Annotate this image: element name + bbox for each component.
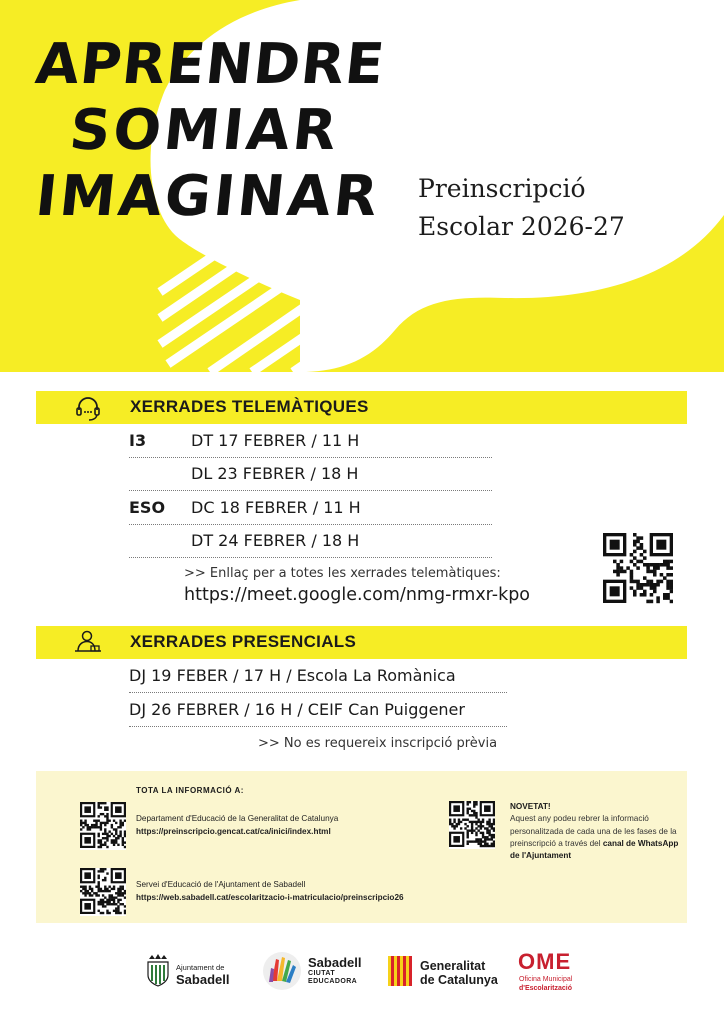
ajuntament-big-text: Sabadell — [176, 972, 230, 987]
section-header-telematiques — [36, 391, 687, 424]
headset-icon — [74, 394, 102, 422]
section-title-presencials: XERRADES PRESENCIALS — [130, 632, 357, 651]
title-line-aprendre: APRENDRE — [32, 32, 388, 97]
info-entry-gencat — [136, 812, 338, 838]
gencat-text-2: de Catalunya — [420, 973, 498, 987]
session-row — [129, 525, 492, 558]
colorful-hands-icon — [262, 951, 302, 991]
section-header-presencials — [36, 626, 687, 659]
novetat-title: NOVETAT! — [510, 802, 551, 811]
qr-code-gencat[interactable] — [80, 802, 126, 850]
session-datetime: DC 18 FEBRER / 11 H — [191, 498, 361, 517]
footer-logos — [0, 945, 724, 1005]
logo-generalitat — [388, 945, 498, 1001]
gencat-link[interactable]: https://preinscripcio.gencat.cat/ca/inici/index.html — [136, 827, 331, 836]
info-entry-sabadell — [136, 878, 404, 904]
subtitle-line-2: Escolar 2026-27 — [418, 212, 625, 241]
meet-link[interactable]: https://meet.google.com/nmg-rmxr-kpo — [184, 585, 531, 605]
title-line-imaginar: IMAGINAR — [32, 164, 384, 229]
qr-code-meet[interactable] — [603, 533, 673, 605]
link-note: >> Enllaç per a totes les xerrades telemàtiques: — [184, 566, 501, 581]
session-row — [129, 694, 507, 727]
campaign-title — [32, 32, 388, 230]
whatsapp-channel-link[interactable]: canal de WhatsApp de l'Ajuntament — [510, 838, 679, 861]
session-details: DJ 26 FEBRER / 16 H / CEIF Can Puiggener — [129, 700, 465, 719]
person-at-desk-icon — [74, 629, 102, 657]
gencat-text-1: Generalitat — [420, 959, 486, 973]
senyera-icon — [388, 956, 412, 986]
session-row — [129, 425, 492, 458]
session-row — [129, 492, 492, 525]
ciutat-big-text: Sabadell — [308, 955, 362, 970]
info-heading: TOTA LA INFORMACIÓ A: — [136, 786, 244, 795]
ome-big-text: OME — [518, 949, 572, 974]
session-datetime: DL 23 FEBRER / 18 H — [191, 464, 359, 483]
info-box — [36, 771, 687, 923]
logo-ome — [518, 945, 598, 1001]
session-row — [129, 458, 492, 491]
logo-ajuntament-sabadell — [146, 945, 246, 1001]
entry-label: Servei d'Educació de l'Ajuntament de Sabadell — [136, 880, 306, 889]
session-level: ESO — [129, 498, 166, 517]
ome-small-text-1: Oficina Municipal — [519, 976, 573, 983]
subtitle — [418, 170, 625, 246]
logo-ciutat-educadora — [262, 945, 372, 1001]
qr-code-whatsapp[interactable] — [449, 801, 495, 849]
novetat-block — [510, 801, 680, 862]
hero-banner — [0, 0, 724, 372]
qr-code-sabadell[interactable] — [80, 868, 126, 916]
session-row — [129, 660, 507, 693]
novetat-text: Aquest any podeu rebrer la informació personalitzada de cada una de les fases de la preinscripció a través del — [510, 814, 677, 848]
entry-label: Departament d'Educació de la Generalitat de Catalunya — [136, 814, 339, 823]
session-datetime: DT 17 FEBRER / 11 H — [191, 431, 360, 450]
ciutat-small-text-2: EDUCADORA — [308, 978, 358, 985]
coat-of-arms-icon — [146, 953, 170, 987]
ajuntament-small-text: Ajuntament de — [176, 963, 225, 972]
session-datetime: DT 24 FEBRER / 18 H — [191, 531, 360, 550]
session-details: DJ 19 FEBER / 17 H / Escola La Romànica — [129, 666, 456, 685]
sabadell-link[interactable]: https://web.sabadell.cat/escolaritzacio-i-matriculacio/preinscripcio26 — [136, 893, 404, 902]
registration-note: >> No es requereix inscripció prèvia — [258, 736, 498, 751]
session-level: I3 — [129, 431, 147, 450]
title-line-somiar: SOMIAR — [66, 98, 343, 163]
ciutat-small-text-1: CIUTAT — [308, 970, 336, 977]
ome-small-text-2: d'Escolarització — [519, 985, 573, 992]
subtitle-line-1: Preinscripció — [418, 174, 586, 203]
section-title-telematiques: XERRADES TELEMÀTIQUES — [130, 397, 369, 416]
